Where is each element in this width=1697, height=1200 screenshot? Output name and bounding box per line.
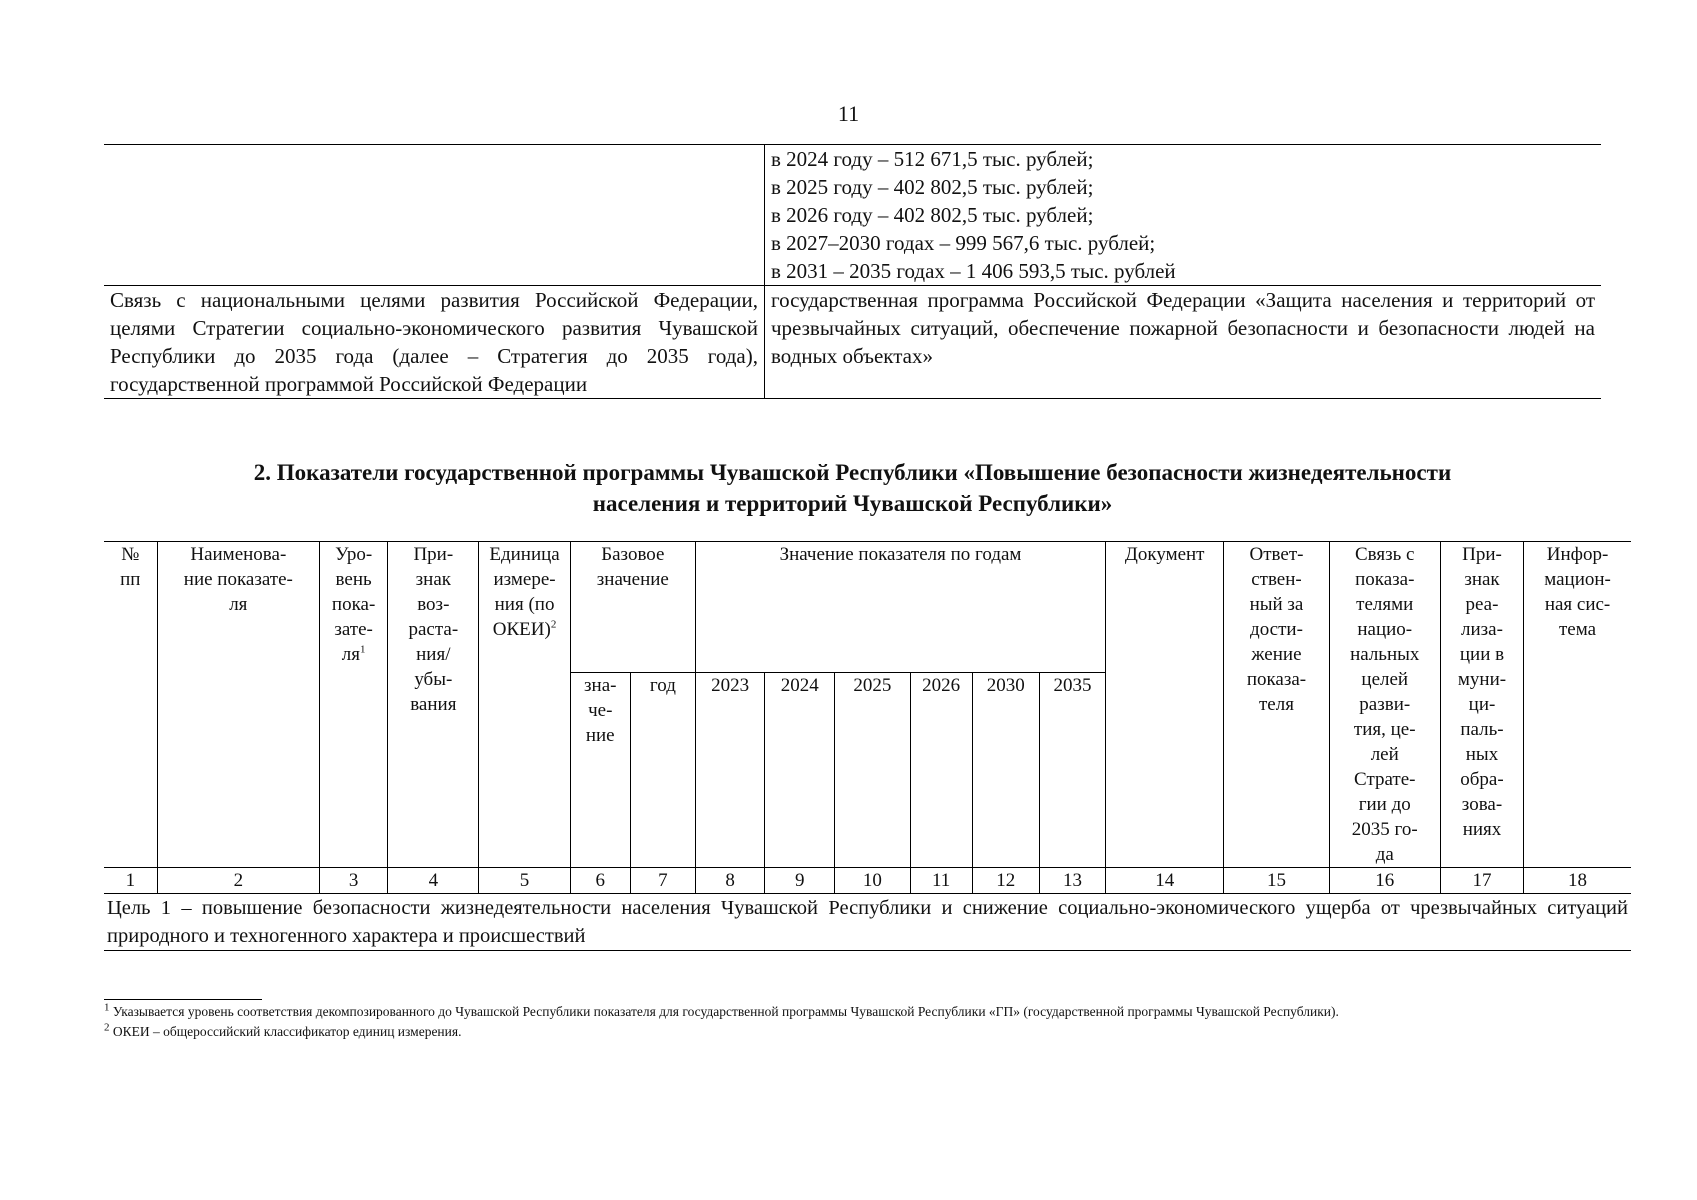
- year-header: 2026: [910, 672, 972, 867]
- footnote-ref: 2: [550, 618, 557, 631]
- column-number: 16: [1329, 868, 1440, 894]
- funding-values-cell: [765, 145, 1602, 286]
- header-row-1: [104, 542, 1631, 673]
- year-header: 2030: [972, 672, 1039, 867]
- col-num-header: № пп: [104, 542, 157, 868]
- year-header: 2023: [695, 672, 764, 867]
- column-number: 2: [157, 868, 319, 894]
- section-title-line: 2. Показатели государственной программы Чувашской Республики «Повышение безопасности жизнедеятельности: [253, 460, 1452, 485]
- col-sign-header: При- знак воз- раста- ния/ убы- вания: [388, 542, 479, 868]
- year-header: 2025: [835, 672, 910, 867]
- column-number: 8: [695, 868, 764, 894]
- column-number: 6: [570, 868, 630, 894]
- funding-line: в 2026 году – 402 802,5 тыс. рублей;: [771, 203, 1094, 227]
- col-responsible-header: Ответ- ствен- ный за дости- жение показа- теля: [1224, 542, 1329, 868]
- col-unit-header: Единица измере- ния (по ОКЕИ)$^2$: [479, 542, 570, 868]
- funding-row: [104, 145, 1601, 286]
- col-name-header: Наименова- ние показате- ля: [157, 542, 319, 868]
- passport-table: [104, 144, 1601, 399]
- national-goals-row: [104, 286, 1601, 399]
- column-numbers-row: [104, 868, 1631, 894]
- column-number: 13: [1039, 868, 1105, 894]
- year-header: 2035: [1039, 672, 1105, 867]
- footnote-mark: 1: [104, 1001, 110, 1014]
- section-title-line: населения и территорий Чувашской Республики»: [592, 491, 1113, 516]
- col-base-year-header: год: [630, 672, 695, 867]
- column-number: 5: [479, 868, 570, 894]
- page-number: 11: [837, 101, 860, 126]
- funding-line: в 2027–2030 годах – 999 567,6 тыс. рублей;: [771, 231, 1156, 255]
- funding-line: в 2024 году – 512 671,5 тыс. рублей;: [771, 147, 1094, 171]
- column-number: 4: [388, 868, 479, 894]
- col-values-header: Значение показателя по годам: [695, 542, 1105, 673]
- column-number: 14: [1106, 868, 1224, 894]
- goal-text: Цель 1 – повышение безопасности жизнедеятельности населения Чувашской Республики и снижение социально-экономического ущерба от чрезвычайных ситуаций природного и техногенного характера и происшествий: [104, 894, 1631, 951]
- funding-line: в 2031 – 2035 годах – 1 406 593,5 тыс. рублей: [771, 259, 1176, 283]
- column-number: 9: [765, 868, 835, 894]
- indicators-table: [104, 541, 1631, 951]
- column-number: 17: [1440, 868, 1523, 894]
- section-title: [104, 457, 1601, 519]
- funding-line: в 2025 году – 402 802,5 тыс. рублей;: [771, 175, 1094, 199]
- column-number: 10: [835, 868, 910, 894]
- footnote-mark: 2: [104, 1021, 110, 1034]
- year-header: 2024: [765, 672, 835, 867]
- footnotes: [104, 1002, 1601, 1042]
- col-link-header: Связь с показа- телями нацио- нальных целей разви- тия, це- лей Страте- гии до 2035 го- да: [1329, 542, 1440, 868]
- national-goals-label: Связь с национальными целями развития Российской Федерации, целями Стратегии социально-экономического развития Чувашской Республики до 2035 года (далее – Стратегия до 2035 года), государственной программой Российской Федерации: [104, 286, 765, 399]
- footnote: [104, 1022, 1601, 1042]
- col-base-value-header: зна- че- ние: [570, 672, 630, 867]
- column-number: 7: [630, 868, 695, 894]
- column-number: 18: [1524, 868, 1631, 894]
- col-base-header: Базовое значение: [570, 542, 695, 673]
- funding-label-cell: [104, 145, 765, 286]
- column-number: 12: [972, 868, 1039, 894]
- col-info-header: Инфор- мацион- ная сис- тема: [1524, 542, 1631, 868]
- column-number: 1: [104, 868, 157, 894]
- national-goals-value: государственная программа Российской Федерации «Защита населения и территорий от чрезвычайных ситуаций, обеспечение пожарной безопасности и безопасности людей на водных объектах»: [765, 286, 1602, 399]
- footnote-text: Указывается уровень соответствия декомпозированного до Чувашской Республики показателя для государственной программы Чувашской Республики «ГП» (государственной программы Чувашской Республики).: [109, 1004, 1339, 1019]
- column-number: 11: [910, 868, 972, 894]
- footnote-separator: [104, 999, 262, 1000]
- col-level-header: Уро- вень пока- зате- $ля^1$: [320, 542, 388, 868]
- footnote: [104, 1002, 1601, 1022]
- footnote-ref: 1: [359, 643, 366, 656]
- column-number: 3: [320, 868, 388, 894]
- footnote-text: ОКЕИ – общероссийский классификатор единиц измерения.: [109, 1024, 462, 1039]
- col-municipal-header: При- знак реа- лиза- ции в муни- ци- паль- ных обра- зова- ниях: [1440, 542, 1523, 868]
- goal-row: [104, 894, 1631, 951]
- col-document-header: Документ: [1106, 542, 1224, 868]
- column-number: 15: [1224, 868, 1329, 894]
